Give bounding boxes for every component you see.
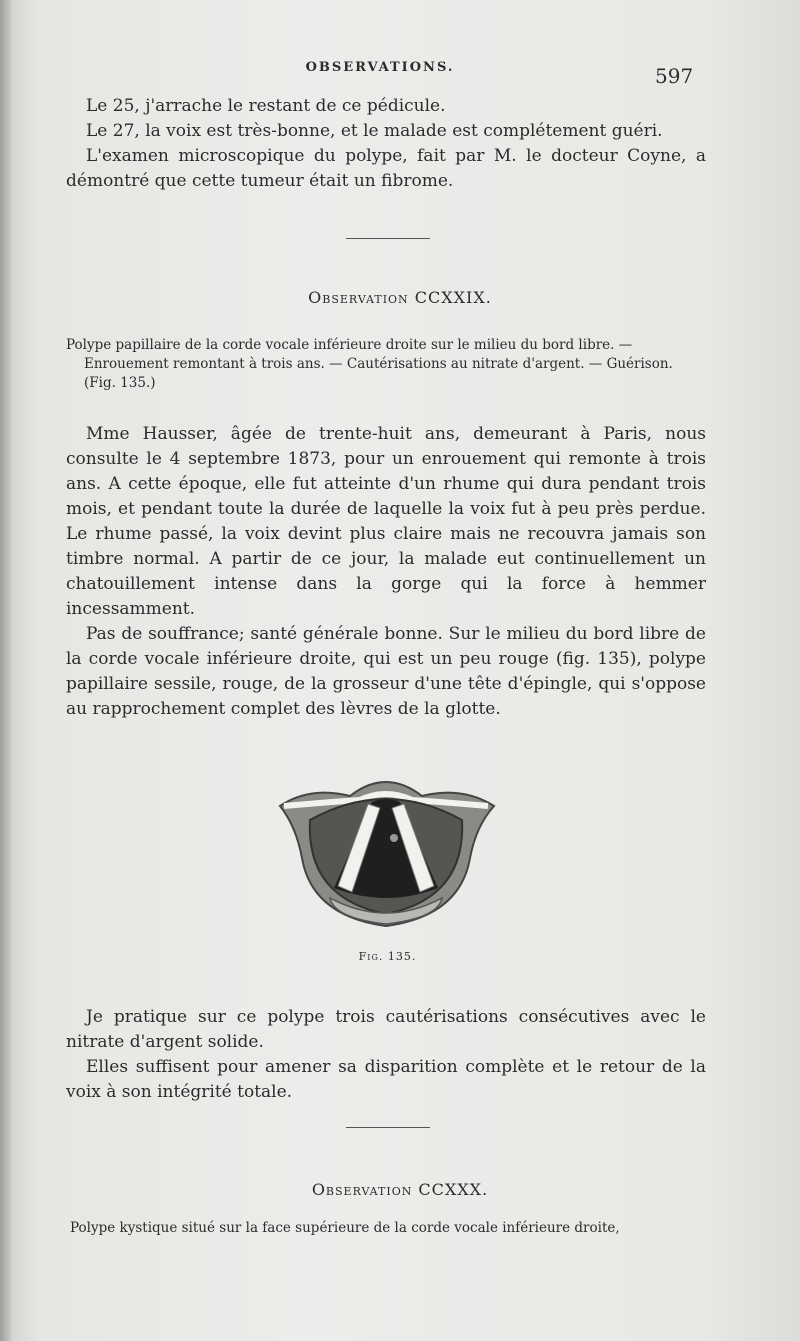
figure-caption: Fig. 135.	[358, 950, 417, 963]
observation-conclusion	[66, 1005, 706, 1105]
running-title: OBSERVATIONS.	[305, 60, 455, 75]
section-divider	[346, 238, 430, 239]
paragraph: Le 27, la voix est très-bonne, et le malade est complétement guéri.	[86, 121, 663, 141]
paragraph: Le 25, j'arrache le restant de ce pédicule.	[86, 96, 446, 116]
observation-heading: Observation CCXXX.	[311, 1180, 489, 1199]
paragraph: Pas de souffrance; santé générale bonne. Sur le milieu du bord libre de la corde vocale inférieure droite, qui est un peu rouge (fig. 135), polype papillaire sessile, rouge, de la grosseur d'une tête d'épingle, qui s'oppose au rapprochement complet des lèvres de la glotte.	[66, 624, 706, 719]
page-number: 597	[655, 64, 694, 88]
summary-text: Polype papillaire de la corde vocale inférieure droite sur le milieu du bord libre. — Enrouement remontant à trois ans. — Cautérisations au nitrate d'argent. — Guérison. (Fig. 135.)	[66, 337, 673, 391]
section-divider	[346, 1127, 430, 1128]
paragraph: L'examen microscopique du polype, fait par M. le docteur Coyne, a démontré que cette tumeur était un fibrome.	[66, 146, 706, 191]
observation-summary: Polype kystique situé sur la face supérieure de la corde vocale inférieure droite,	[70, 1220, 620, 1236]
larynx-illustration-icon	[270, 768, 502, 938]
paragraph: Mme Hausser, âgée de trente-huit ans, demeurant à Paris, nous consulte le 4 septembre 1873, pour un enrouement qui remonte à trois ans. A cette époque, elle fut atteinte d'un rhume qui dura pendant trois mois, et pendant toute la durée de laquelle la voix fut à peu près perdue. Le rhume passé, la voix devint plus claire mais ne recouvra jamais son timbre normal. A partir de ce jour, la malade eut continuellement un chatouillement intense dans la gorge qui la force à hemmer incessamment.	[66, 424, 706, 619]
page-spine-shadow	[0, 0, 12, 1341]
observation-summary	[66, 336, 706, 393]
paragraph: Je pratique sur ce polype trois cautérisations consécutives avec le nitrate d'argent solide.	[66, 1007, 706, 1052]
top-paragraphs	[66, 94, 706, 194]
observation-heading: Observation CCXXIX.	[308, 288, 492, 307]
paragraph: Elles suffisent pour amener sa disparition complète et le retour de la voix à son intégrité totale.	[66, 1057, 706, 1102]
observation-body	[66, 422, 706, 722]
